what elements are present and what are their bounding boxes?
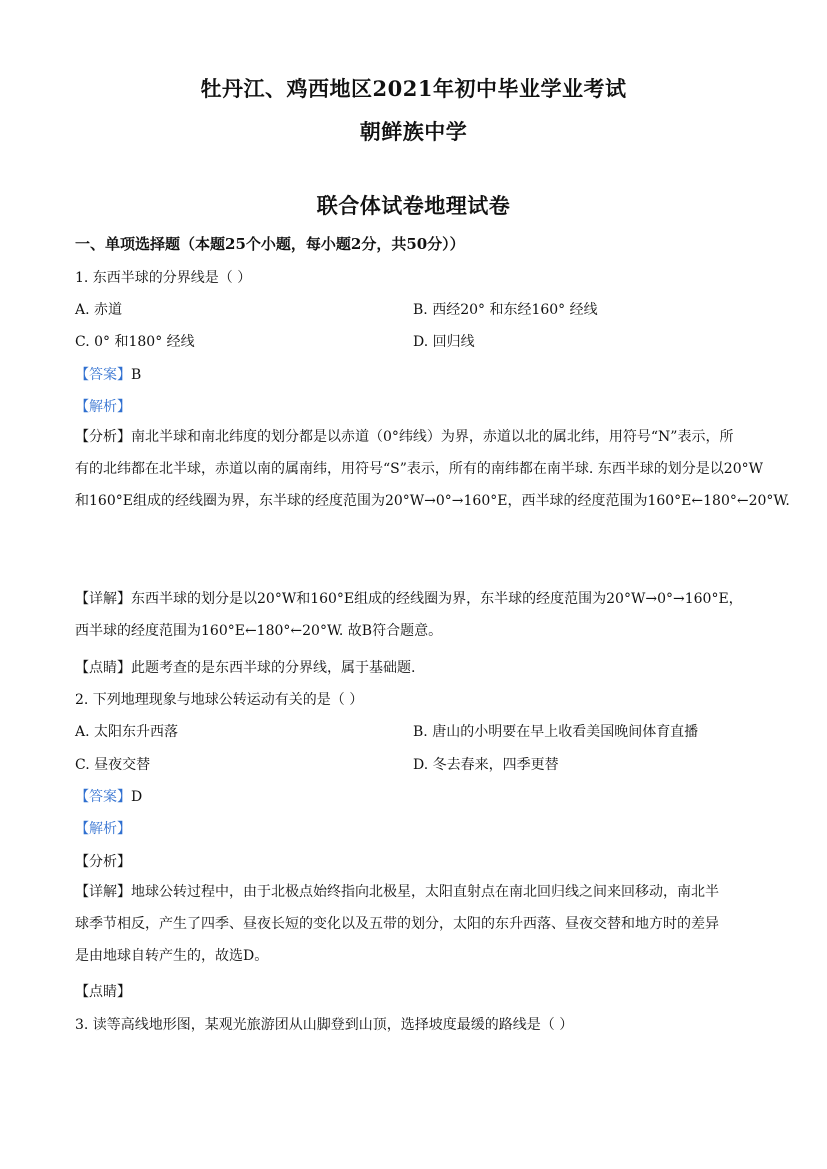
answer-value: D: [131, 789, 143, 805]
xiangjie-line: [75, 583, 755, 615]
q1-option-b: B. 西经20° 和东经160° 经线: [413, 302, 598, 318]
q2-answer: [75, 786, 142, 806]
xiangjie-text: 东西半球的划分是以20°W和160°E组成的经线圈为界，东半球的经度范围为20°W→0°→160°E，: [131, 591, 743, 607]
section-heading: 一、单项选择题（本题25个小题，每小题2分，共50分））: [75, 235, 465, 253]
q2-option-c: C. 昼夜交替: [75, 757, 151, 773]
answer-value: B: [131, 367, 142, 383]
q1-option-d: D. 回归线: [413, 334, 475, 350]
exam-title: 牡丹江、鸡西地区2021年初中毕业学业考试: [200, 76, 627, 101]
q2-dianjing-tag: 【点睛】: [75, 984, 131, 1000]
q1-analysis-tag: 【解析】: [75, 399, 131, 415]
question-2-stem: 2. 下列地理现象与地球公转运动有关的是（ ）: [75, 692, 364, 708]
paper-subtitle: 联合体试卷地理试卷: [316, 193, 511, 218]
xiangjie-tag: 【详解】: [75, 591, 131, 607]
q1-answer: [75, 364, 141, 384]
q1-dianjing: [75, 657, 415, 677]
answer-tag: 【答案】: [75, 789, 131, 805]
q2-option-a: A. 太阳东升西落: [75, 724, 179, 740]
answer-tag: 【答案】: [75, 367, 131, 383]
fenxi-line: 有的北纬都在北半球，赤道以南的属南纬，用符号“S”表示，所有的南纬都在南半球. 东西半球的划分是以20°W: [75, 461, 764, 477]
q1-xiangjie: [75, 583, 755, 647]
q2-xiangjie: [75, 876, 755, 972]
xiangjie-text: 地球公转过程中，由于北极点始终指向北极星，太阳直射点在南北回归线之间来回移动，南北半: [131, 884, 719, 900]
q2-analysis-tag: 【解析】: [75, 821, 131, 837]
q2-option-b: B. 唐山的小明要在早上收看美国晚间体育直播: [413, 724, 699, 740]
xiangjie-line: 是由地球自转产生的，故选D。: [75, 948, 269, 964]
question-1-stem: 1. 东西半球的分界线是（ ）: [75, 270, 252, 286]
xiangjie-line: [75, 876, 755, 908]
school-name: 朝鲜族中学: [359, 119, 468, 144]
q2-fenxi-tag: 【分析】: [75, 854, 131, 870]
xiangjie-line: 西半球的经度范围为160°E←180°←20°W. 故B符合题意。: [75, 623, 443, 639]
fenxi-line: 和160°E组成的经线圈为界，东半球的经度范围为20°W→0°→160°E，西半球的经度范围为160°E←180°←20°W.: [75, 493, 790, 509]
fenxi-line: [75, 421, 755, 453]
q1-option-a: A. 赤道: [75, 302, 123, 318]
question-3-stem: 3. 读等高线地形图，某观光旅游团从山脚登到山顶，选择坡度最缓的路线是（ ）: [75, 1017, 574, 1033]
q1-option-c: C. 0° 和180° 经线: [75, 334, 195, 350]
dianjing-text: 此题考查的是东西半球的分界线，属于基础题.: [131, 660, 416, 676]
q1-fenxi: [75, 421, 790, 517]
xiangjie-line: 球季节相反，产生了四季、昼夜长短的变化以及五带的划分，太阳的东升西落、昼夜交替和地方时的差异: [75, 916, 719, 932]
fenxi-text: 南北半球和南北纬度的划分都是以赤道（0°纬线）为界，赤道以北的属北纬，用符号“N”表示，所: [131, 429, 734, 445]
q2-option-d: D. 冬去春来，四季更替: [413, 757, 559, 773]
dianjing-tag: 【点睛】: [75, 660, 131, 676]
xiangjie-tag: 【详解】: [75, 884, 131, 900]
fenxi-tag: 【分析】: [75, 429, 131, 445]
